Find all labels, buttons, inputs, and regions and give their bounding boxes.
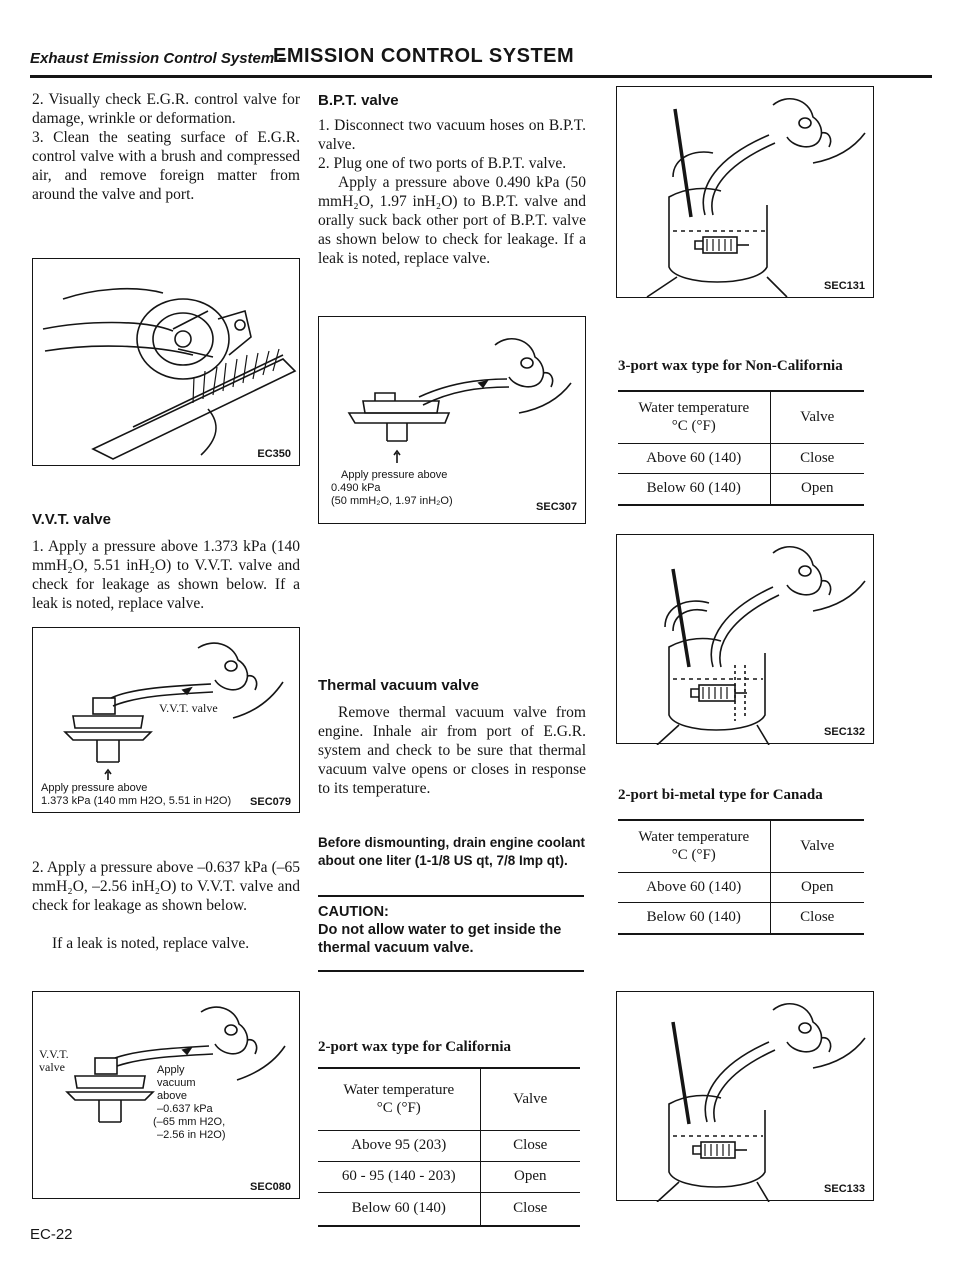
table-caption-canada: 2-port bi-metal type for Canada [618, 787, 823, 803]
cell-temp: Above 60 (140) [618, 443, 770, 473]
table-row [318, 1130, 580, 1161]
table-row [618, 872, 864, 902]
cell-temp: Below 60 (140) [318, 1192, 480, 1226]
paragraph-clean-seat: 3. Clean the seating surface of E.G.R. control valve with a brush and compressed air, and remove foreign matter from around the valve and port. [32, 129, 300, 203]
paragraph-vvt-step2: 2. Apply a pressure above –0.637 kPa (–65 mmH₂O, –2.56 inH₂O) to V.V.T. valve and check for leakage as shown below. [32, 859, 300, 914]
label-valve: valve [39, 1060, 65, 1074]
figure-code: SEC132 [824, 726, 865, 738]
table-header-temp [318, 1068, 480, 1130]
paragraph-bpt-step2: 2. Plug one of two ports of B.P.T. valve. [318, 155, 567, 172]
figure-code: SEC080 [250, 1181, 291, 1193]
caution-rule-top [318, 895, 584, 897]
page-title: EMISSION CONTROL SYSTEM [273, 45, 575, 67]
figure-sec133 [616, 991, 874, 1201]
paragraph-bpt-step1: 1. Disconnect two vacuum hoses on B.P.T. valve. [318, 117, 586, 153]
figure-code: SEC307 [536, 501, 577, 513]
table-header-valve: Valve [480, 1068, 580, 1130]
heading-vvt-valve: V.V.T. valve [32, 511, 111, 528]
table-row [618, 443, 864, 473]
label-mmh2o: (–65 mm H2O, [153, 1116, 226, 1128]
label-above: above [157, 1090, 187, 1102]
label-apply-value: 1.373 kPa (140 mm H2O, 5.51 in H2O) [41, 795, 232, 807]
note-drain-coolant: Before dismounting, drain engine coolant about one liter (1-1/8 US qt, 7/8 Imp qt). [318, 835, 586, 868]
cell-valve: Open [770, 473, 864, 505]
caution-title: CAUTION: [318, 904, 389, 920]
label-apply-pressure: Apply pressure above [341, 469, 448, 481]
table-header-valve: Valve [770, 820, 864, 872]
cell-temp: Above 60 (140) [618, 872, 770, 902]
paragraph-vvt-replace: If a leak is noted, replace valve. [52, 935, 250, 952]
table-canada [618, 819, 864, 935]
caution-rule-bottom [318, 970, 584, 972]
page-header [30, 44, 932, 78]
table-non-california [618, 390, 864, 506]
caution-text: Do not allow water to get inside the thermal vacuum valve. [318, 922, 562, 956]
figure-code: EC350 [257, 448, 291, 460]
figure-sec132 [616, 534, 874, 744]
cell-temp: Above 95 (203) [318, 1130, 480, 1161]
figure-code: SEC133 [824, 1183, 865, 1195]
table-header-temp [618, 391, 770, 443]
figure-egr-brush [32, 258, 300, 466]
label-kpa: 0.490 kPa [331, 482, 381, 494]
table-caption-non-california: 3-port wax type for Non-California [618, 358, 843, 374]
section-label: Exhaust Emission Control System – [30, 50, 287, 67]
table-header-temp [618, 820, 770, 872]
paragraph-bpt-step3: Apply a pressure above 0.490 kPa (50 mmH₂O, 1.97 inH₂O) to B.P.T. valve and orally suck back other port of B.P.T. valve as shown below to check for leakage. If a leak is noted, replace valve. [318, 174, 586, 267]
cell-valve: Close [770, 902, 864, 934]
table-header-valve: Valve [770, 391, 864, 443]
table-california [318, 1067, 580, 1227]
thermal-valve-beaker-illustration [617, 87, 875, 299]
figure-code: SEC131 [824, 280, 865, 292]
table-row [318, 1161, 580, 1192]
label-vvt-valve: V.V.T. valve [159, 701, 218, 715]
egr-brush-illustration [33, 259, 301, 467]
figure-vvt-vacuum [32, 991, 300, 1199]
paragraph-thermal-vacuum: Remove thermal vacuum valve from engine. Inhale air from port of E.G.R. system and check to be sure that thermal vacuum valve opens or closes in response to its temperature. [318, 704, 586, 797]
heading-bpt-valve: B.P.T. valve [318, 92, 399, 109]
column-middle-top [318, 116, 586, 268]
figure-code: SEC079 [250, 796, 291, 808]
header-water-temp: Water temperature [638, 400, 750, 417]
paragraph-vvt-step1: 1. Apply a pressure above 1.373 kPa (140 mmH₂O, 5.51 inH₂O) to V.V.T. valve and check for leakage as shown below. If a leak is noted, replace valve. [32, 538, 300, 612]
label-vacuum: vacuum [157, 1077, 196, 1089]
header-water-temp: Water temperature [343, 1082, 455, 1099]
column-left [32, 90, 300, 204]
cell-valve: Close [480, 1192, 580, 1226]
paragraph-visual-check: 2. Visually check E.G.R. control valve for damage, wrinkle or deformation. [32, 91, 300, 127]
table-row [618, 473, 864, 505]
thermal-valve-bimetal-illustration [617, 535, 875, 745]
cell-valve: Open [480, 1161, 580, 1192]
table-caption-california: 2-port wax type for California [318, 1039, 512, 1055]
cell-valve: Open [770, 872, 864, 902]
thermal-valve-wax-illustration [617, 992, 875, 1202]
label-inh2o: –2.56 in H2O) [157, 1129, 226, 1141]
cell-valve: Close [480, 1130, 580, 1161]
label-apply-pressure: Apply pressure above [41, 782, 148, 794]
header-unit: °C (°F) [671, 847, 716, 864]
header-unit: °C (°F) [671, 418, 716, 435]
figure-vvt-pressure [32, 627, 300, 813]
label-vvt: V.V.T. [39, 1047, 69, 1061]
table-row [318, 1192, 580, 1226]
cell-temp: Below 60 (140) [618, 473, 770, 505]
figure-bpt-pressure [318, 316, 586, 524]
label-apply: Apply [157, 1064, 185, 1076]
header-unit: °C (°F) [376, 1100, 421, 1117]
heading-thermal-vacuum-valve: Thermal vacuum valve [318, 677, 479, 694]
label-mmh2o: (50 mmH₂O, 1.97 inH₂O) [331, 495, 453, 507]
cell-temp: Below 60 (140) [618, 902, 770, 934]
page-number: EC-22 [30, 1226, 73, 1243]
label-kpa: –0.637 kPa [157, 1103, 213, 1115]
table-row [618, 902, 864, 934]
figure-sec131 [616, 86, 874, 298]
cell-valve: Close [770, 443, 864, 473]
cell-temp: 60 - 95 (140 - 203) [318, 1161, 480, 1192]
header-water-temp: Water temperature [638, 829, 750, 846]
